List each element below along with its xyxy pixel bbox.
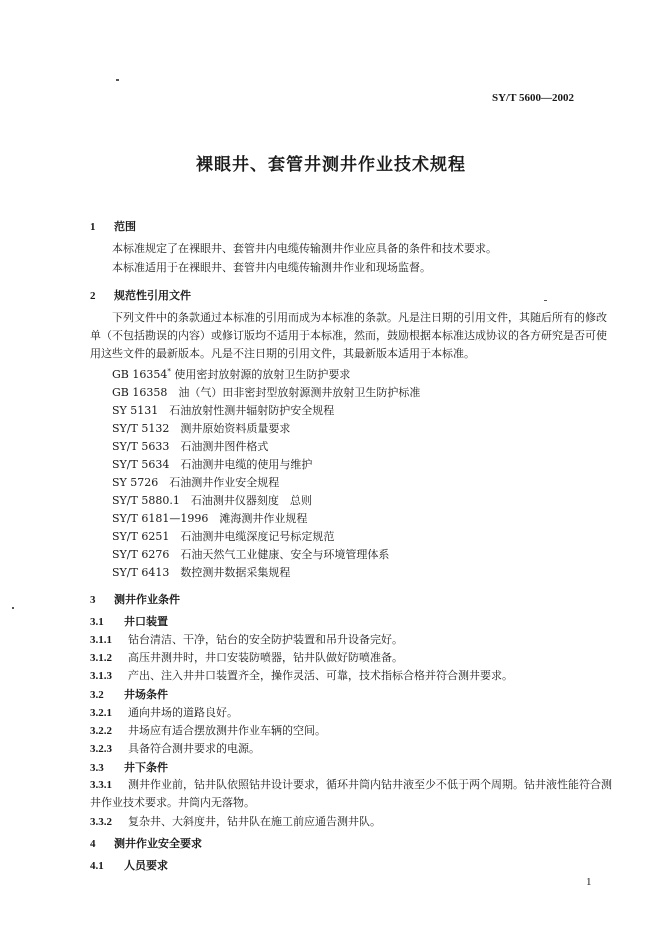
clause-number: 3.1.2 bbox=[90, 652, 112, 664]
reference-item bbox=[112, 366, 350, 382]
page-number: 1 bbox=[586, 876, 592, 888]
reference-item: SY 5131 石油放射性测井辐射防护安全规程 bbox=[112, 404, 335, 417]
clause-number: 3.1.1 bbox=[90, 634, 112, 646]
section-title: 测井作业条件 bbox=[114, 593, 180, 606]
scan-speck bbox=[12, 607, 14, 609]
paragraph: 本标准适用于在裸眼井、套管井内电缆传输测井作业和现场监督。 bbox=[112, 261, 431, 274]
standard-code: SY/T 5600—2002 bbox=[492, 92, 575, 104]
clause-number: 3.3.2 bbox=[90, 816, 112, 828]
section-number: 4 bbox=[90, 838, 96, 850]
reference-item: SY/T 5634 石油测井电缆的使用与维护 bbox=[112, 458, 313, 471]
section-3-heading bbox=[90, 591, 180, 607]
clause-text: 具备符合测井要求的电源。 bbox=[128, 742, 260, 755]
clause bbox=[90, 667, 513, 683]
clause-number: 3.3.1 bbox=[90, 779, 112, 791]
section-title: 测井作业安全要求 bbox=[114, 837, 202, 850]
section-1-heading bbox=[90, 218, 136, 234]
section-title: 规范性引用文件 bbox=[114, 289, 191, 302]
clause-heading bbox=[90, 857, 168, 873]
section-number: 3 bbox=[90, 594, 96, 606]
section-4-heading bbox=[90, 835, 202, 851]
clause bbox=[90, 776, 615, 812]
reference-title: 使用密封放射源的放射卫生防护要求 bbox=[174, 368, 351, 381]
clause-text: 高压井测井时，井口安装防喷器，钻井队做好防喷准备。 bbox=[128, 651, 403, 664]
clause-heading bbox=[90, 686, 168, 702]
reference-code: GB 16354 bbox=[112, 368, 168, 381]
reference-item: GB 16358 油（气）田非密封型放射源测井放射卫生防护标准 bbox=[112, 386, 421, 399]
clause-number: 3.1.3 bbox=[90, 670, 112, 682]
references-intro: 下列文件中的条款通过本标准的引用而成为本标准的条款。凡是注日期的引用文件，其随后所有的修改单（不包括勘误的内容）或修订版均不适用于本标准，然而，鼓励根据本标准达成协议的各方研究是否可使用这些文件的最新版本。凡是不注日期的引用文件，其最新版本适用于本标准。 bbox=[90, 311, 607, 360]
page-title: 裸眼井、套管井测井作业技术规程 bbox=[196, 155, 466, 175]
clause-heading bbox=[90, 759, 168, 775]
clause bbox=[90, 740, 260, 756]
clause-text: 钻台清洁、干净，钻台的安全防护装置和吊升设备完好。 bbox=[128, 633, 403, 646]
clause-number: 3.2 bbox=[90, 689, 104, 701]
clause-number: 3.1 bbox=[90, 616, 104, 628]
reference-item: SY/T 6251 石油测井电缆深度记号标定规范 bbox=[112, 530, 335, 543]
scan-speck bbox=[116, 79, 119, 81]
clause-number: 3.2.2 bbox=[90, 725, 112, 737]
section-title: 范围 bbox=[114, 220, 136, 233]
clause bbox=[90, 649, 403, 665]
reference-item: SY 5726 石油测井作业安全规程 bbox=[112, 476, 280, 489]
reference-item: SY/T 6276 石油天然气工业健康、安全与环境管理体系 bbox=[112, 548, 390, 561]
section-number: 1 bbox=[90, 221, 96, 233]
clause bbox=[90, 704, 238, 720]
clause-title: 人员要求 bbox=[124, 859, 168, 872]
clause-heading bbox=[90, 613, 168, 629]
reference-item: SY/T 5633 石油测井图件格式 bbox=[112, 440, 269, 453]
reference-item: SY/T 6413 数控测井数据采集规程 bbox=[112, 566, 291, 579]
section-2-heading bbox=[90, 287, 191, 303]
reference-item: SY/T 5132 测井原始资料质量要求 bbox=[112, 422, 291, 435]
footnote-mark: * bbox=[167, 367, 171, 376]
clause-number: 3.2.3 bbox=[90, 743, 112, 755]
clause bbox=[90, 813, 381, 829]
clause-title: 井下条件 bbox=[124, 761, 168, 774]
reference-item: SY/T 6181—1996 滩海测井作业规程 bbox=[112, 512, 308, 525]
clause-text: 通向井场的道路良好。 bbox=[128, 706, 238, 719]
section-number: 2 bbox=[90, 290, 96, 302]
clause-text: 复杂井、大斜度井，钻井队在施工前应通告测井队。 bbox=[128, 815, 381, 828]
clause-number: 3.3 bbox=[90, 762, 104, 774]
scan-speck bbox=[544, 300, 547, 301]
clause-text: 产出、注入井井口装置齐全，操作灵活、可靠，技术指标合格并符合测井要求。 bbox=[128, 669, 513, 682]
clause-text: 测井作业前，钻井队依照钻井设计要求，循环井筒内钻井液至少不低于两个周期。钻井液性能符合测井作业技术要求。井筒内无落物。 bbox=[90, 778, 612, 809]
clause bbox=[90, 722, 326, 738]
clause-title: 井场条件 bbox=[124, 688, 168, 701]
clause-number: 3.2.1 bbox=[90, 707, 112, 719]
paragraph: 本标准规定了在裸眼井、套管井内电缆传输测井作业应具备的条件和技术要求。 bbox=[112, 242, 497, 255]
clause-number: 4.1 bbox=[90, 860, 104, 872]
reference-item: SY/T 5880.1 石油测井仪器刻度 总则 bbox=[112, 494, 312, 507]
clause-title: 井口装置 bbox=[124, 615, 168, 628]
clause bbox=[90, 631, 403, 647]
clause-text: 井场应有适合摆放测井作业车辆的空间。 bbox=[128, 724, 326, 737]
